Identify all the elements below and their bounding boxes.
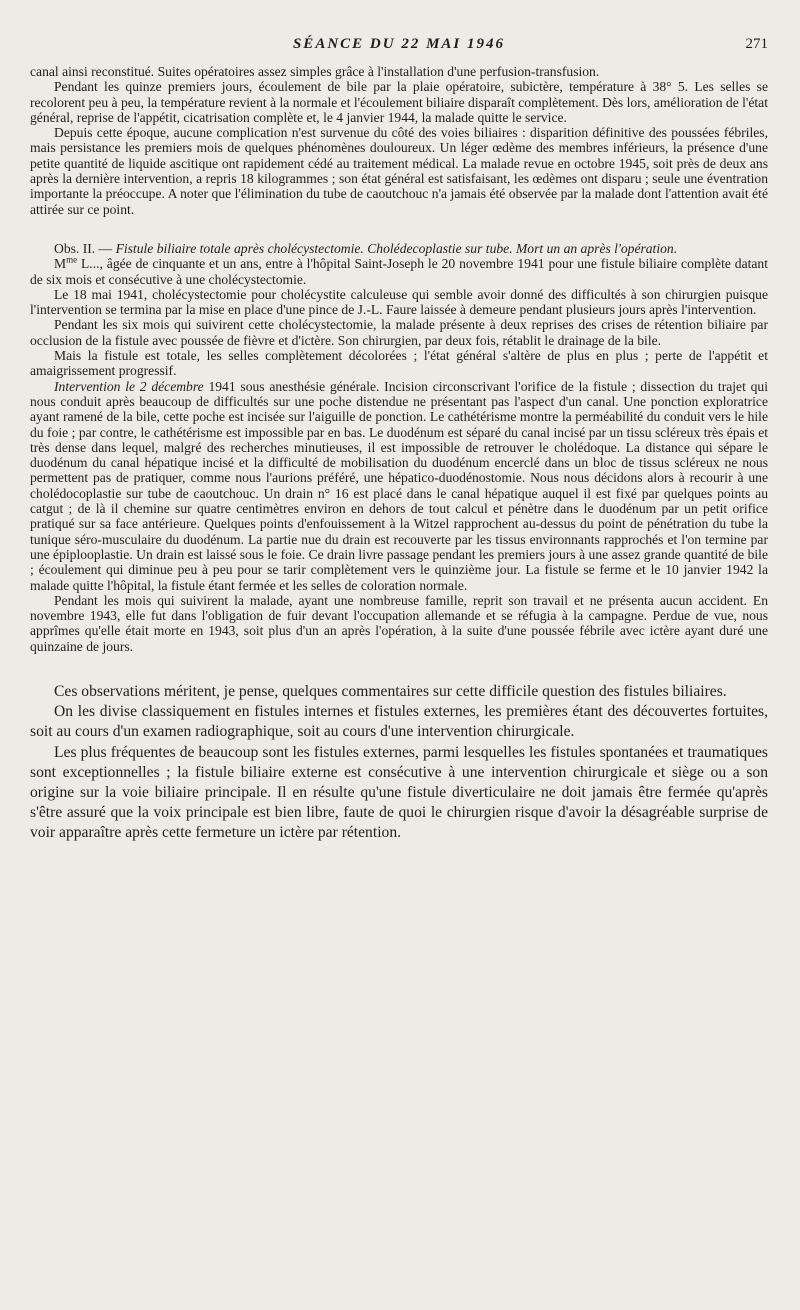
paragraph-lead: Intervention le 2 décembre	[54, 378, 204, 394]
paragraph-text: L..., âgée de cinquante et un ans, entre à l'hôpital Saint-Joseph le 20 novembre 1941 pour une fistule biliaire complète datant de six mois et consécutive à une cholécystectomie.	[30, 256, 768, 287]
commentary	[30, 682, 768, 844]
paragraph: Pendant les six mois qui suivirent cette cholécystectomie, la malade présente à deux reprises des crises de rétention biliaire par occlusion de la fistule avec poussée de fièvre et d'ictère. Son chirurgien, par deux fois, rétablit le drainage de la bile.	[30, 317, 768, 348]
observation-1-continued	[30, 64, 768, 217]
section-gap	[30, 654, 768, 682]
paragraph: Pendant les mois qui suivirent la malade, ayant une nombreuse famille, reprit son travail et ne présenta aucun accident. En novembre 1943, elle fut dans l'obligation de fuir devant l'occupation allemande et se réfugia à la campagne. Perdue de vue, nous apprîmes qu'elle était morte en 1943, soit plus d'un an après l'opération, à la suite d'une poussée fébrile avec ictère ayant duré une quinzaine de jours.	[30, 592, 768, 654]
honorific-superscript: me	[66, 254, 78, 265]
paragraph: On les divise classiquement en fistules internes et fistules externes, les premières étant des découvertes fortuites, soit au cours d'un examen radiographique, soit au cours d'une intervention chirurgicale.	[30, 703, 768, 741]
honorific: M	[54, 256, 67, 272]
paragraph: Le 18 mai 1941, cholécystectomie pour cholécystite calculeuse qui semble avoir donné des difficultés à son chirurgien puisque l'intervention se termina par la mise en place d'une pince de J.-L. Faure laissée à demeure pendant plusieurs jours après l'intervention.	[30, 286, 768, 318]
observation-label: Obs. II. —	[54, 240, 113, 256]
observation-title: Fistule biliaire totale après cholécystectomie. Cholédecoplastie sur tube. Mort un an après l'opération.	[115, 240, 678, 256]
paragraph: canal ainsi reconstitué. Suites opératoires assez simples grâce à l'installation d'une perfusion-transfusion.	[30, 64, 600, 79]
paragraph: Pendant les quinze premiers jours, écoulement de bile par la plaie opératoire, subictère, température à 38° 5. Les selles se recolorent peu à peu, la température revient à la normale et l'écoulement biliaire disparaît complètement. Dès lors, amélioration de l'état général, reprise de l'appétit, cicatrisation complète et, le 4 janvier 1944, la malade quitte le service.	[30, 79, 768, 125]
paragraph: Les plus fréquentes de beaucoup sont les fistules externes, parmi lesquelles les fistules spontanées et traumatiques sont exceptionnelles ; la fistule biliaire externe est consécutive à une intervention chirurgicale et siège ou a son origine sur la voie biliaire principale. Il en résulte qu'une fistule diverticulaire ne doit jamais être fermée qu'après s'être assuré que la voix principale est bien libre, faute de quoi le chirurgien risque d'avoir la désagréable surprise de voir apparaître après cette fermeture un ictère par rétention.	[30, 743, 768, 842]
observation-2	[30, 241, 768, 654]
paragraph: Ces observations méritent, je pense, quelques commentaires sur cette difficile question des fistules biliaires.	[54, 682, 727, 700]
paragraph-text: 1941 sous anesthésie générale. Incision circonscrivant l'orifice de la fistule ; dissection du trajet qui nous conduit après beaucoup de difficultés sur une poche distendue ne présentant pas l'aspect d'un canal. Une ponction exploratrice ayant ramené de la bile, cette poche est incisée sur l'aiguille de ponction. Le cathétérisme montre la perméabilité du conduit vers le hile du foie ; par contre, le cathétérisme est impossible par en bas. Le duodénum est séparé du canal incisé par un tissu scléreux très épais et très dense dans lequel, malgré des recherches minutieuses, il est impossible de retrouver le cholédoque. La distance qui sépare le duodénum du canal hépatique incisé et la difficulté de mobilisation du duodénum encerclé dans un bloc de tissus scléreux ne nous permettent pas de pratiquer, comme nous l'aurions préféré, une hépatico-duodénostomie. Nous nous décidons alors à recourir à une cholédocoplastie sur tube de caoutchouc. Un drain n° 16 est placé dans le canal hépatique auquel il est fixé par quelques points au catgut ; de là il chemine sur quatre centimètres environ en dehors de tout calcul et pénètre dans le duodénum par un petit orifice pratiqué sur sa face antérieure. Quelques points d'enfouissement à la Witzel rapprochent au-dessus du point de pénétration du tube la tunique séro-musculaire du duodénum. La partie nue du drain est recouverte par les tissus environnants rapprochés et l'on termine par une épiplooplastie. Un drain est laissé sous le foie. Ce drain livre passage pendant les premiers jours à une assez grande quantité de bile ; écoulement qui diminue peu à peu pour se tarir complètement vers le quinzième jour. La fistule se ferme et le 10 janvier 1942 la malade quitte l'hôpital, la fistule étant fermée et les selles de coloration normale.	[30, 378, 768, 593]
observation-heading	[30, 241, 768, 256]
paragraph	[30, 256, 768, 287]
paragraph: Mais la fistule est totale, les selles complètement décolorées ; l'état général s'altère de plus en plus ; perte de l'appétit et amaigrissement progressif.	[30, 348, 768, 379]
page-header	[30, 36, 768, 60]
page-number: 271	[745, 36, 768, 52]
page-body	[30, 64, 768, 844]
paragraph	[30, 379, 768, 593]
paragraph: Depuis cette époque, aucune complication n'est survenue du côté des voies biliaires : disparition définitive des poussées fébriles, mais persistance les premiers mois de quelques phénomènes douloureux. Un léger œdème des membres inférieurs, la présence d'une petite quantité de liquide ascitique ont rapidement cédé au traitement médical. La malade revue en octobre 1945, soit près de deux ans après la dernière intervention, a repris 18 kilogrammes ; son état général est satisfaisant, les œdèmes ont disparu ; seule une éventration importante la préoccupe. A noter que l'élimination du tube de caoutchouc n'a jamais été observée par la malade dont l'attention avait été attirée sur ce point.	[30, 125, 768, 217]
section-gap	[30, 217, 768, 241]
running-title: SÉANCE DU 22 MAI 1946	[292, 36, 506, 52]
